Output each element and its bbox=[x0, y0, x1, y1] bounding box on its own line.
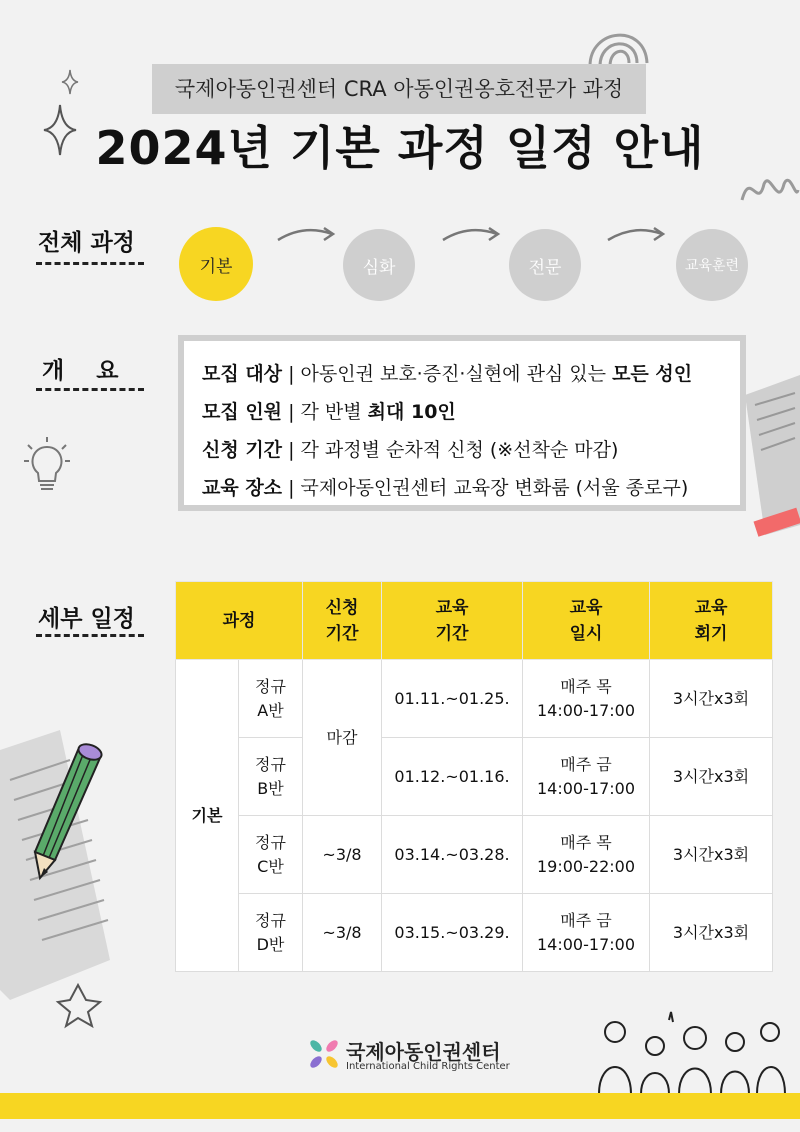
table-row bbox=[176, 816, 773, 894]
schedule-table bbox=[175, 581, 773, 972]
people-doodle-icon bbox=[585, 1010, 790, 1095]
overview-row-capacity: 모집 인원 | 각 반별 최대 10인 bbox=[202, 401, 456, 423]
sessions-cell: 3시간x3회 bbox=[650, 894, 773, 972]
overview-row-target: 모집 대상 | 아동인권 보호·증진·실현에 관심 있는 모든 성인 bbox=[202, 363, 693, 385]
small-sparkle-icon bbox=[60, 68, 80, 96]
period-cell: 01.12.~01.16. bbox=[382, 738, 523, 816]
schedule-header-row bbox=[176, 582, 773, 660]
swirl-doodle-icon bbox=[585, 8, 655, 68]
sessions-cell: 3시간x3회 bbox=[650, 738, 773, 816]
table-row bbox=[176, 894, 773, 972]
arrow-icon bbox=[441, 222, 503, 246]
sessions-cell: 3시간x3회 bbox=[650, 816, 773, 894]
org-name: 국제아동인권센터 bbox=[346, 1040, 501, 1064]
time-cell: 매주 금 14:00-17:00 bbox=[523, 738, 650, 816]
notebook-pencil-icon bbox=[0, 730, 140, 1030]
header-apply-period: 신청 기간 bbox=[303, 582, 382, 660]
course-cell: 기본 bbox=[176, 660, 239, 972]
class-cell: 정규 D반 bbox=[239, 894, 303, 972]
header-sessions: 교육 회기 bbox=[650, 582, 773, 660]
overview-box bbox=[178, 335, 746, 511]
header-course: 과정 bbox=[176, 582, 303, 660]
time-cell: 매주 금 14:00-17:00 bbox=[523, 894, 650, 972]
org-name-en: International Child Rights Center bbox=[346, 1061, 510, 1072]
schedule-section-label: 세부 일정 bbox=[38, 606, 135, 632]
apply-cell: ~3/8 bbox=[303, 894, 382, 972]
overview-label-underline bbox=[36, 388, 144, 391]
flow-label-underline bbox=[36, 262, 144, 265]
header-edu-time: 교육 일시 bbox=[523, 582, 650, 660]
org-logo-icon bbox=[306, 1036, 342, 1072]
apply-cell: ~3/8 bbox=[303, 816, 382, 894]
period-cell: 03.14.~03.28. bbox=[382, 816, 523, 894]
step-training: 교육훈련 bbox=[676, 229, 748, 301]
overview-section-label: 개 요 bbox=[42, 358, 119, 384]
overview-row-location: 교육 장소 | 국제아동인권센터 교육장 변화룸 (서울 종로구) bbox=[202, 477, 689, 499]
overview-row-period: 신청 기간 | 각 과정별 순차적 신청 (※선착순 마감) bbox=[202, 439, 619, 461]
lightbulb-icon bbox=[22, 435, 72, 495]
time-cell: 매주 목 14:00-17:00 bbox=[523, 660, 650, 738]
period-cell: 03.15.~03.29. bbox=[382, 894, 523, 972]
table-row bbox=[176, 660, 773, 738]
sessions-cell: 3시간x3회 bbox=[650, 660, 773, 738]
flow-section-label: 전체 과정 bbox=[38, 230, 135, 256]
page-subtitle: 국제아동인권센터 CRA 아동인권옹호전문가 과정 bbox=[174, 77, 624, 101]
arrow-icon bbox=[606, 222, 668, 246]
step-advanced: 심화 bbox=[343, 229, 415, 301]
class-cell: 정규 A반 bbox=[239, 660, 303, 738]
header-edu-period: 교육 기간 bbox=[382, 582, 523, 660]
schedule-label-underline bbox=[36, 634, 144, 637]
apply-cell: 마감 bbox=[303, 660, 382, 816]
arrow-icon bbox=[276, 222, 338, 246]
table-row bbox=[176, 738, 773, 816]
step-expert: 전문 bbox=[509, 229, 581, 301]
footer-band bbox=[0, 1093, 800, 1119]
step-basic: 기본 bbox=[179, 227, 253, 301]
class-cell: 정규 C반 bbox=[239, 816, 303, 894]
page-title: 2024년 기본 과정 일정 안내 bbox=[95, 121, 705, 175]
class-cell: 정규 B반 bbox=[239, 738, 303, 816]
time-cell: 매주 목 19:00-22:00 bbox=[523, 816, 650, 894]
period-cell: 01.11.~01.25. bbox=[382, 660, 523, 738]
